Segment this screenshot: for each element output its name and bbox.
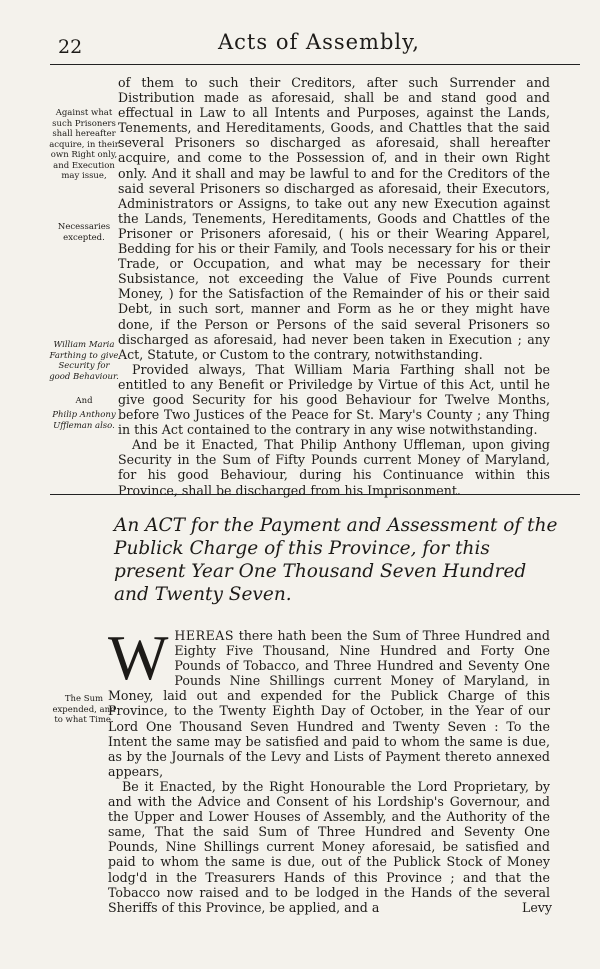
- margin-note-sum-expended: The Sum expended, and to what Time.: [52, 694, 116, 725]
- margin-note-necessaries: Necessaries excepted.: [57, 222, 111, 243]
- act-body: [108, 622, 550, 915]
- catchword: Levy: [521, 900, 552, 915]
- paragraph-be-it-enacted: And be it Enacted, That Philip Anthony Uffleman, upon giving Security in the Sum of Fifty Pounds current Money of Maryland, for his good Behaviour, during his Continuance within this Province, shall be discharged from his Imprisonment.: [118, 437, 550, 498]
- act-title: An ACT for the Payment and Assessment of the Publick Charge of this Province, for this present Year One Thousand Seven Hundred and Twenty Seven.: [114, 515, 558, 605]
- enacting-paragraph: Be it Enacted, by the Right Honourable the Lord Proprietary, by and with the Advice and Consent of his Lordship's Governour, and the Upper and Lower Houses of Assembly, and the Authority of the same, That the said Sum of Three Hundred and Seventy One Pounds, Nine Shillings current Money aforesaid, be satisfied and paid to whom the same is due, out of the Publick Stock of Money lodg'd in the Treasurers Hands of this Province ; and that the Tobacco now raised and to be lodged in the Hands of the several Sheriffs of this Province, be applied, and a: [108, 778, 550, 915]
- drop-cap: W: [108, 622, 169, 693]
- running-header: Acts of Assembly,: [218, 30, 420, 54]
- header-rule: [50, 64, 580, 65]
- whereas-text: there hath been the Sum of Three Hundred and Eighty Five Thousand, Nine Hundred and Forty One Pounds of Tobacco, and Three Hundred and Seventy One Pounds Nine Shillings current Money of Maryland, in Money, laid out and expended for the Publick Charge of this Province, to the Twenty Eighth Day of October, in the Year of our Lord One Thousand Seven Hundred and Twenty Seven : To the Intent the same may be satisfied and paid to whom the same is due, as by the Journals of the Levy and Lists of Payment thereto annexed appears,: [108, 628, 550, 779]
- margin-note-uffleman: Philip Anthony Uffleman also.: [52, 410, 116, 431]
- section-divider: [50, 494, 580, 495]
- margin-note-and: And: [75, 396, 93, 406]
- paragraph-provided-always: Provided always, That William Maria Farthing shall not be entitled to any Benefit or Priviledge by Virtue of this Act, until he give good Security for his good Behaviour for Twelve Months, before Two Justices of the Peace for St. Mary's County ; any Thing in this Act contained to the contrary in any wise notwithstanding.: [118, 361, 550, 438]
- whereas-word: HEREAS: [174, 628, 234, 643]
- paragraph-creditors: of them to such their Creditors, after such Surrender and Distribution made as aforesaid, shall be and stand good and effectual in Law to all Intents and Purposes, against the Lands, Tenements, and Hereditaments, Goods, and Chattles that the said several Prisoners so discharged as aforesaid, shall hereafter acquire, and come to the Possession of, and in their own Right only. And it shall and may be lawful to and for the Creditors of the said several Prisoners so discharged as aforesaid, their Executors, Administrators or Assigns, to take out any new Execution against the Lands, Tenements, Hereditaments, Goods and Chattles of the Prisoner or Prisoners aforesaid, ( his or their Wearing Apparel, Bedding for his or their Family, and Tools necessary for his or their Trade, or Occupation, and what may be necessary for their Subsistance, not exceeding the Value of Five Pounds current Money, ) for the Satisfaction of the Remainder of his or their said Debt, in such sort, manner and Form as he or they might have done, if the Person or Persons of the said several Prisoners so discharged as aforesaid, had never been taken in Execution ; any Act, Statute, or Custom to the contrary, notwithstanding.: [118, 75, 550, 362]
- margin-note-execution: Against what such Prisoners shall hereafter acquire, in their own Right only, and Execution may issue,: [49, 108, 119, 181]
- margin-note-farthing: William Maria Farthing to give Security for good Behaviour.: [49, 340, 119, 382]
- whereas-paragraph: [108, 622, 550, 779]
- page-number: 22: [58, 36, 83, 58]
- previous-act-text: [118, 75, 550, 498]
